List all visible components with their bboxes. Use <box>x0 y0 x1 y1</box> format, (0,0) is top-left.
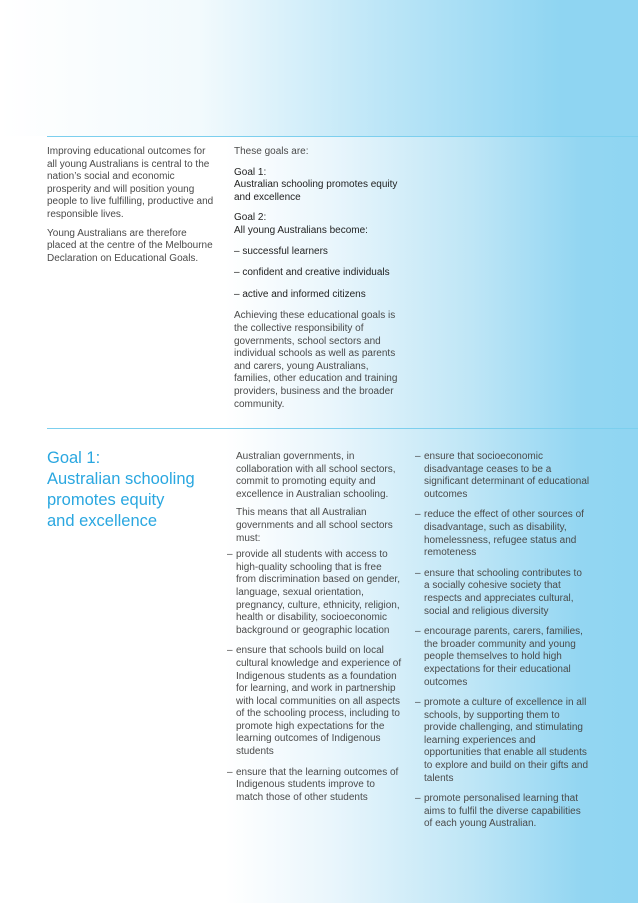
list-dash: – <box>227 645 233 657</box>
section-divider <box>47 428 638 429</box>
list-dash: – <box>415 509 421 521</box>
goal1-heading-line-2: Australian schooling <box>47 470 195 488</box>
list-item-text: promote a culture of excellence in all schools, by supporting them to provide challenging, and stimulating learning experiences and opportunities that enable all students to explore and build on their gifts and talents <box>424 697 588 784</box>
goal2-item-confident-individuals: – confident and creative individuals <box>234 267 390 279</box>
goal2-label: Goal 2: <box>234 212 267 224</box>
list-item-text: ensure that schooling contributes to a socially cohesive society that respects and appreciates cultural, social and religious diversity <box>424 567 582 617</box>
goal1-column-1 <box>227 451 404 812</box>
goal1-label: Goal 1: <box>234 166 267 178</box>
list-item-text: ensure that schools build on local cultural knowledge and experience of Indigenous students as a foundation for learning, and work in partnership with local communities on all aspects of the schooling process, including to promote high expectations for the learning outcomes of Indigenous students <box>236 645 402 758</box>
list-dash: – <box>415 451 421 462</box>
list-dash: – <box>415 626 421 638</box>
goal1-section-heading <box>47 448 217 532</box>
goals-intro: These goals are: <box>234 146 309 157</box>
list-item <box>415 697 590 785</box>
list-item-text: promote personalised learning that aims to fulfil the diverse capabilities of each young Australian. <box>424 793 581 830</box>
goal1-heading-line-3: promotes equity <box>47 491 165 509</box>
goal1-paragraph-1: Australian governments, in collaboration with all school sectors, commit to promoting equity and excellence in Australian schooling. <box>236 451 396 500</box>
list-dash: – <box>227 766 233 778</box>
list-item-text: encourage parents, carers, families, the broader community and young people themselves to hold high expectations for their educational outcomes <box>424 626 583 688</box>
list-item-text: ensure that socioeconomic disadvantage ceases to be a significant determinant of educational outcomes <box>424 451 590 500</box>
goal2-item-active-citizens: – active and informed citizens <box>234 288 366 300</box>
intro-paragraph-1: Improving educational outcomes for all young Australians is central to the nation’s social and economic prosperity and will position young people to live fulfilling, productive and responsible lives. <box>47 146 214 220</box>
list-item <box>227 549 404 637</box>
list-item <box>415 509 590 559</box>
goal1-paragraph-2: This means that all Australian governments and all school sectors must: <box>236 507 393 544</box>
list-item <box>227 645 404 758</box>
list-item-text: provide all students with access to high-quality schooling that is free from discrimination based on gender, language, sexual orientation, pregnancy, culture, ethnicity, religion, health or disability, socioeconomic background or geographic location <box>236 549 400 636</box>
goals-closing-paragraph: Achieving these educational goals is the collective responsibility of governments, school sectors and individual schools as well as parents and carers, young Australians, families, other education and training providers, business and the broader community. <box>234 310 398 410</box>
list-dash: – <box>415 567 421 579</box>
goals-column <box>234 146 406 417</box>
goal1-heading-line-4: and excellence <box>47 512 158 530</box>
top-color-band <box>0 0 638 136</box>
goal1-text: Australian schooling promotes equity and excellence <box>234 179 398 203</box>
intro-left-column <box>47 146 217 271</box>
list-item <box>415 626 590 689</box>
list-item <box>415 451 590 501</box>
goal1-heading-line-1: Goal 1: <box>47 449 101 467</box>
intro-paragraph-2: Young Australians are therefore placed at the centre of the Melbourne Declaration on Educational Goals. <box>47 227 213 264</box>
list-dash: – <box>415 793 421 805</box>
list-item <box>415 567 590 618</box>
list-item <box>227 766 404 805</box>
list-item-text: reduce the effect of other sources of disadvantage, such as disability, homelessness, refugee status and remoteness <box>424 509 584 559</box>
goal2-text: All young Australians become: <box>234 224 368 236</box>
list-dash: – <box>227 549 233 561</box>
list-dash: – <box>415 697 421 709</box>
goal2-item-successful-learners: – successful learners <box>234 245 328 257</box>
list-item-text: ensure that the learning outcomes of Indigenous students improve to match those of other students <box>236 766 399 803</box>
list-item <box>415 793 590 831</box>
goal1-column-2 <box>415 451 590 839</box>
top-divider <box>47 136 638 137</box>
